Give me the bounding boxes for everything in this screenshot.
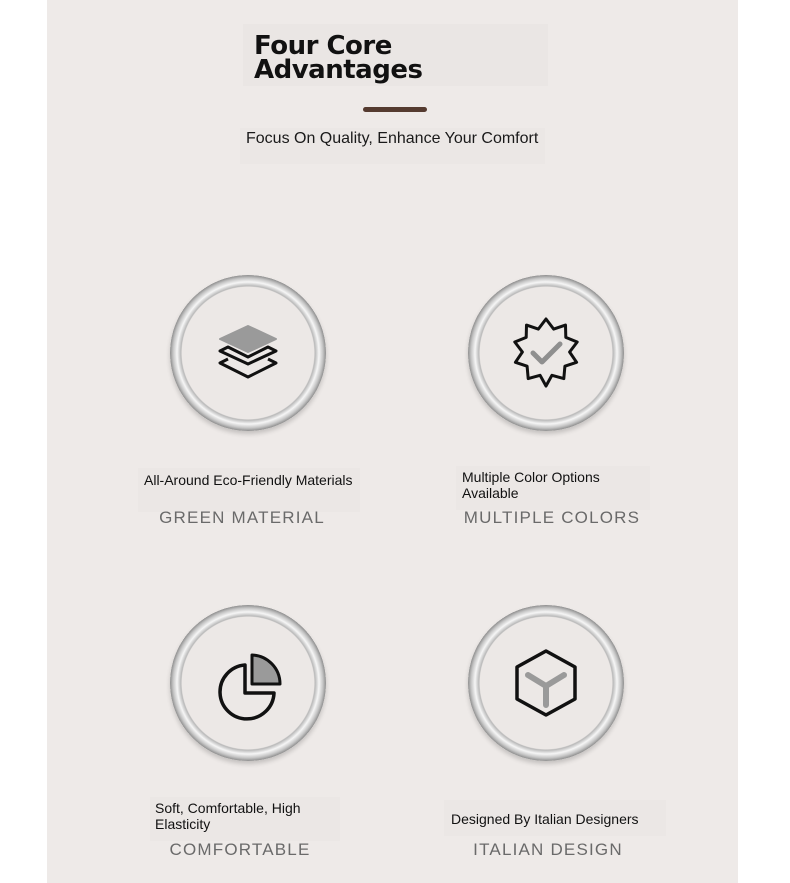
feature-tag: GREEN MATERIAL: [159, 508, 325, 527]
page-subtitle: Focus On Quality, Enhance Your Comfort: [246, 130, 539, 147]
feature-label: Designed By Italian Designers: [451, 811, 639, 827]
feature-tag: ITALIAN DESIGN: [473, 840, 623, 859]
feature-ring-italian-design: [468, 605, 624, 761]
page-title: Four Core Advantages: [254, 31, 423, 85]
feature-label: Multiple Color Options Available: [462, 469, 600, 501]
layers-icon: [208, 313, 288, 393]
feature-ring-comfortable: [170, 605, 326, 761]
feature-label: Soft, Comfortable, High Elasticity: [155, 800, 301, 832]
badge-check-icon: [506, 313, 586, 393]
feature-label: All-Around Eco-Friendly Materials: [144, 472, 353, 488]
feature-tag: COMFORTABLE: [169, 840, 311, 859]
feature-ring-green-material: [170, 275, 326, 431]
cube-icon: [506, 643, 586, 723]
feature-ring-multiple-colors: [468, 275, 624, 431]
title-divider: [363, 107, 427, 112]
pie-chart-icon: [208, 643, 288, 723]
feature-tag: MULTIPLE COLORS: [463, 508, 641, 527]
